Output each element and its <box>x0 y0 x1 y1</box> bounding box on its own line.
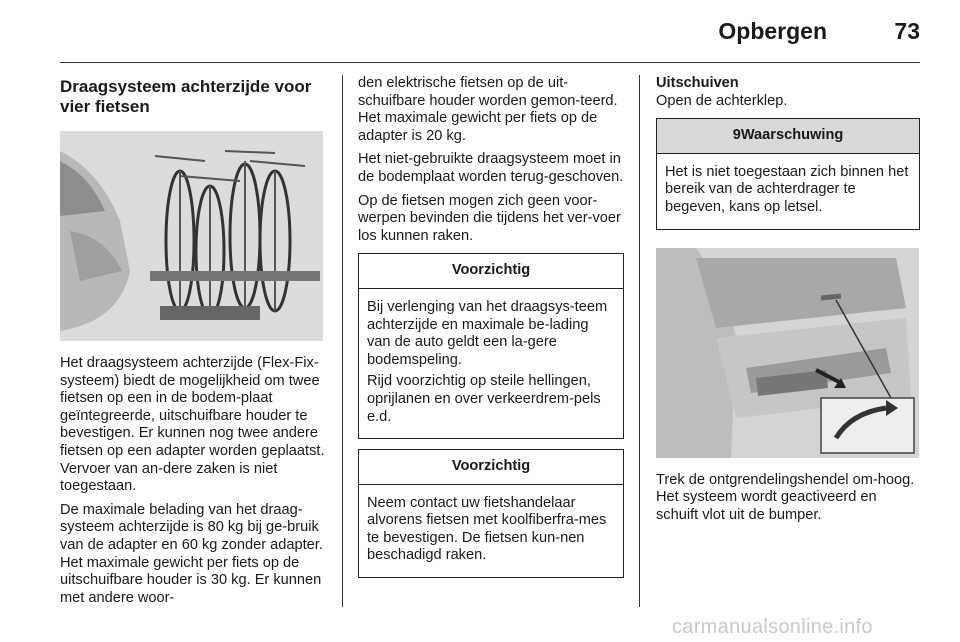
page-number: 73 <box>894 18 920 44</box>
rear-bumper-release-photo <box>656 248 919 458</box>
column-divider-1 <box>342 75 343 607</box>
paragraph: Het draagsysteem achterzijde (Flex-Fix-systeem) biedt de mogelijkheid om twee fietsen op een in de bodem-plaat geïntegreerde, uitschuifbare houder te bevestigen. Er kunnen nog twee andere fietsen op een adapter worden geplaatst. Vervoer van an-dere zaken is niet toegestaan. <box>60 355 325 495</box>
section-title: Draagsysteem achterzijde voor vier fietsen <box>60 77 312 116</box>
caution-box <box>358 449 624 578</box>
warning-icon: 9 <box>732 127 741 144</box>
caution-box <box>358 253 624 439</box>
caution-text: Bij verlenging van het draagsys-teem achterzijde en maximale be-lading van de auto geldt een la-gere bodemspeling. <box>367 298 608 368</box>
paragraph: den elektrische fietsen op de uit-schuifbare houder worden gemon-teerd. Het maximale gewicht per fiets op de adapter is 20 kg. <box>358 75 618 144</box>
page-header-title: Opbergen <box>718 18 827 44</box>
column-divider-2 <box>639 75 640 607</box>
paragraph: Open de achterklep. <box>656 92 788 109</box>
warning-title: Waarschuwing <box>740 127 844 144</box>
subsection-title: Uitschuiven <box>656 75 739 91</box>
header-divider <box>60 62 920 63</box>
watermark-text: carmanualsonline.info <box>672 616 873 638</box>
column-3 <box>656 75 920 530</box>
paragraph: De maximale belading van het draag-systeem achterzijde is 80 kg bij ge-bruik van de adapter en 60 kg zonder adapter. Het maximale gewicht per fiets op de uitschuifbare houder is 30 kg. Er kunnen met andere woor- <box>60 501 323 606</box>
caution-text: Rijd voorzichtig op steile hellingen, oprijlanen en over verkeerdrem-pels e.d. <box>367 373 601 425</box>
caution-title: Voorzichtig <box>359 450 623 485</box>
column-2 <box>358 75 624 588</box>
bike-rack-photo <box>60 131 323 341</box>
paragraph: Het niet-gebruikte draagsysteem moet in de bodemplaat worden terug-geschoven. <box>358 151 624 185</box>
warning-box <box>656 118 920 229</box>
caution-text: Neem contact uw fietshandelaar alvorens fietsen met koolfiberfra-mes te bevestigen. De fietsen kun-nen beschadigd raken. <box>367 494 607 564</box>
caution-title: Voorzichtig <box>359 254 623 289</box>
paragraph: Trek de ontgrendelingshendel om-hoog. Het systeem wordt geactiveerd en schuift vlot uit de bumper. <box>656 471 915 523</box>
warning-header <box>657 119 919 154</box>
paragraph: Op de fietsen mogen zich geen voor-werpen bevinden die tijdens het ver-voer los kunnen raken. <box>358 192 621 244</box>
column-1 <box>60 75 326 613</box>
warning-text: Het is niet toegestaan zich binnen het bereik van de achterdrager te begeven, kans op letsel. <box>665 163 909 215</box>
